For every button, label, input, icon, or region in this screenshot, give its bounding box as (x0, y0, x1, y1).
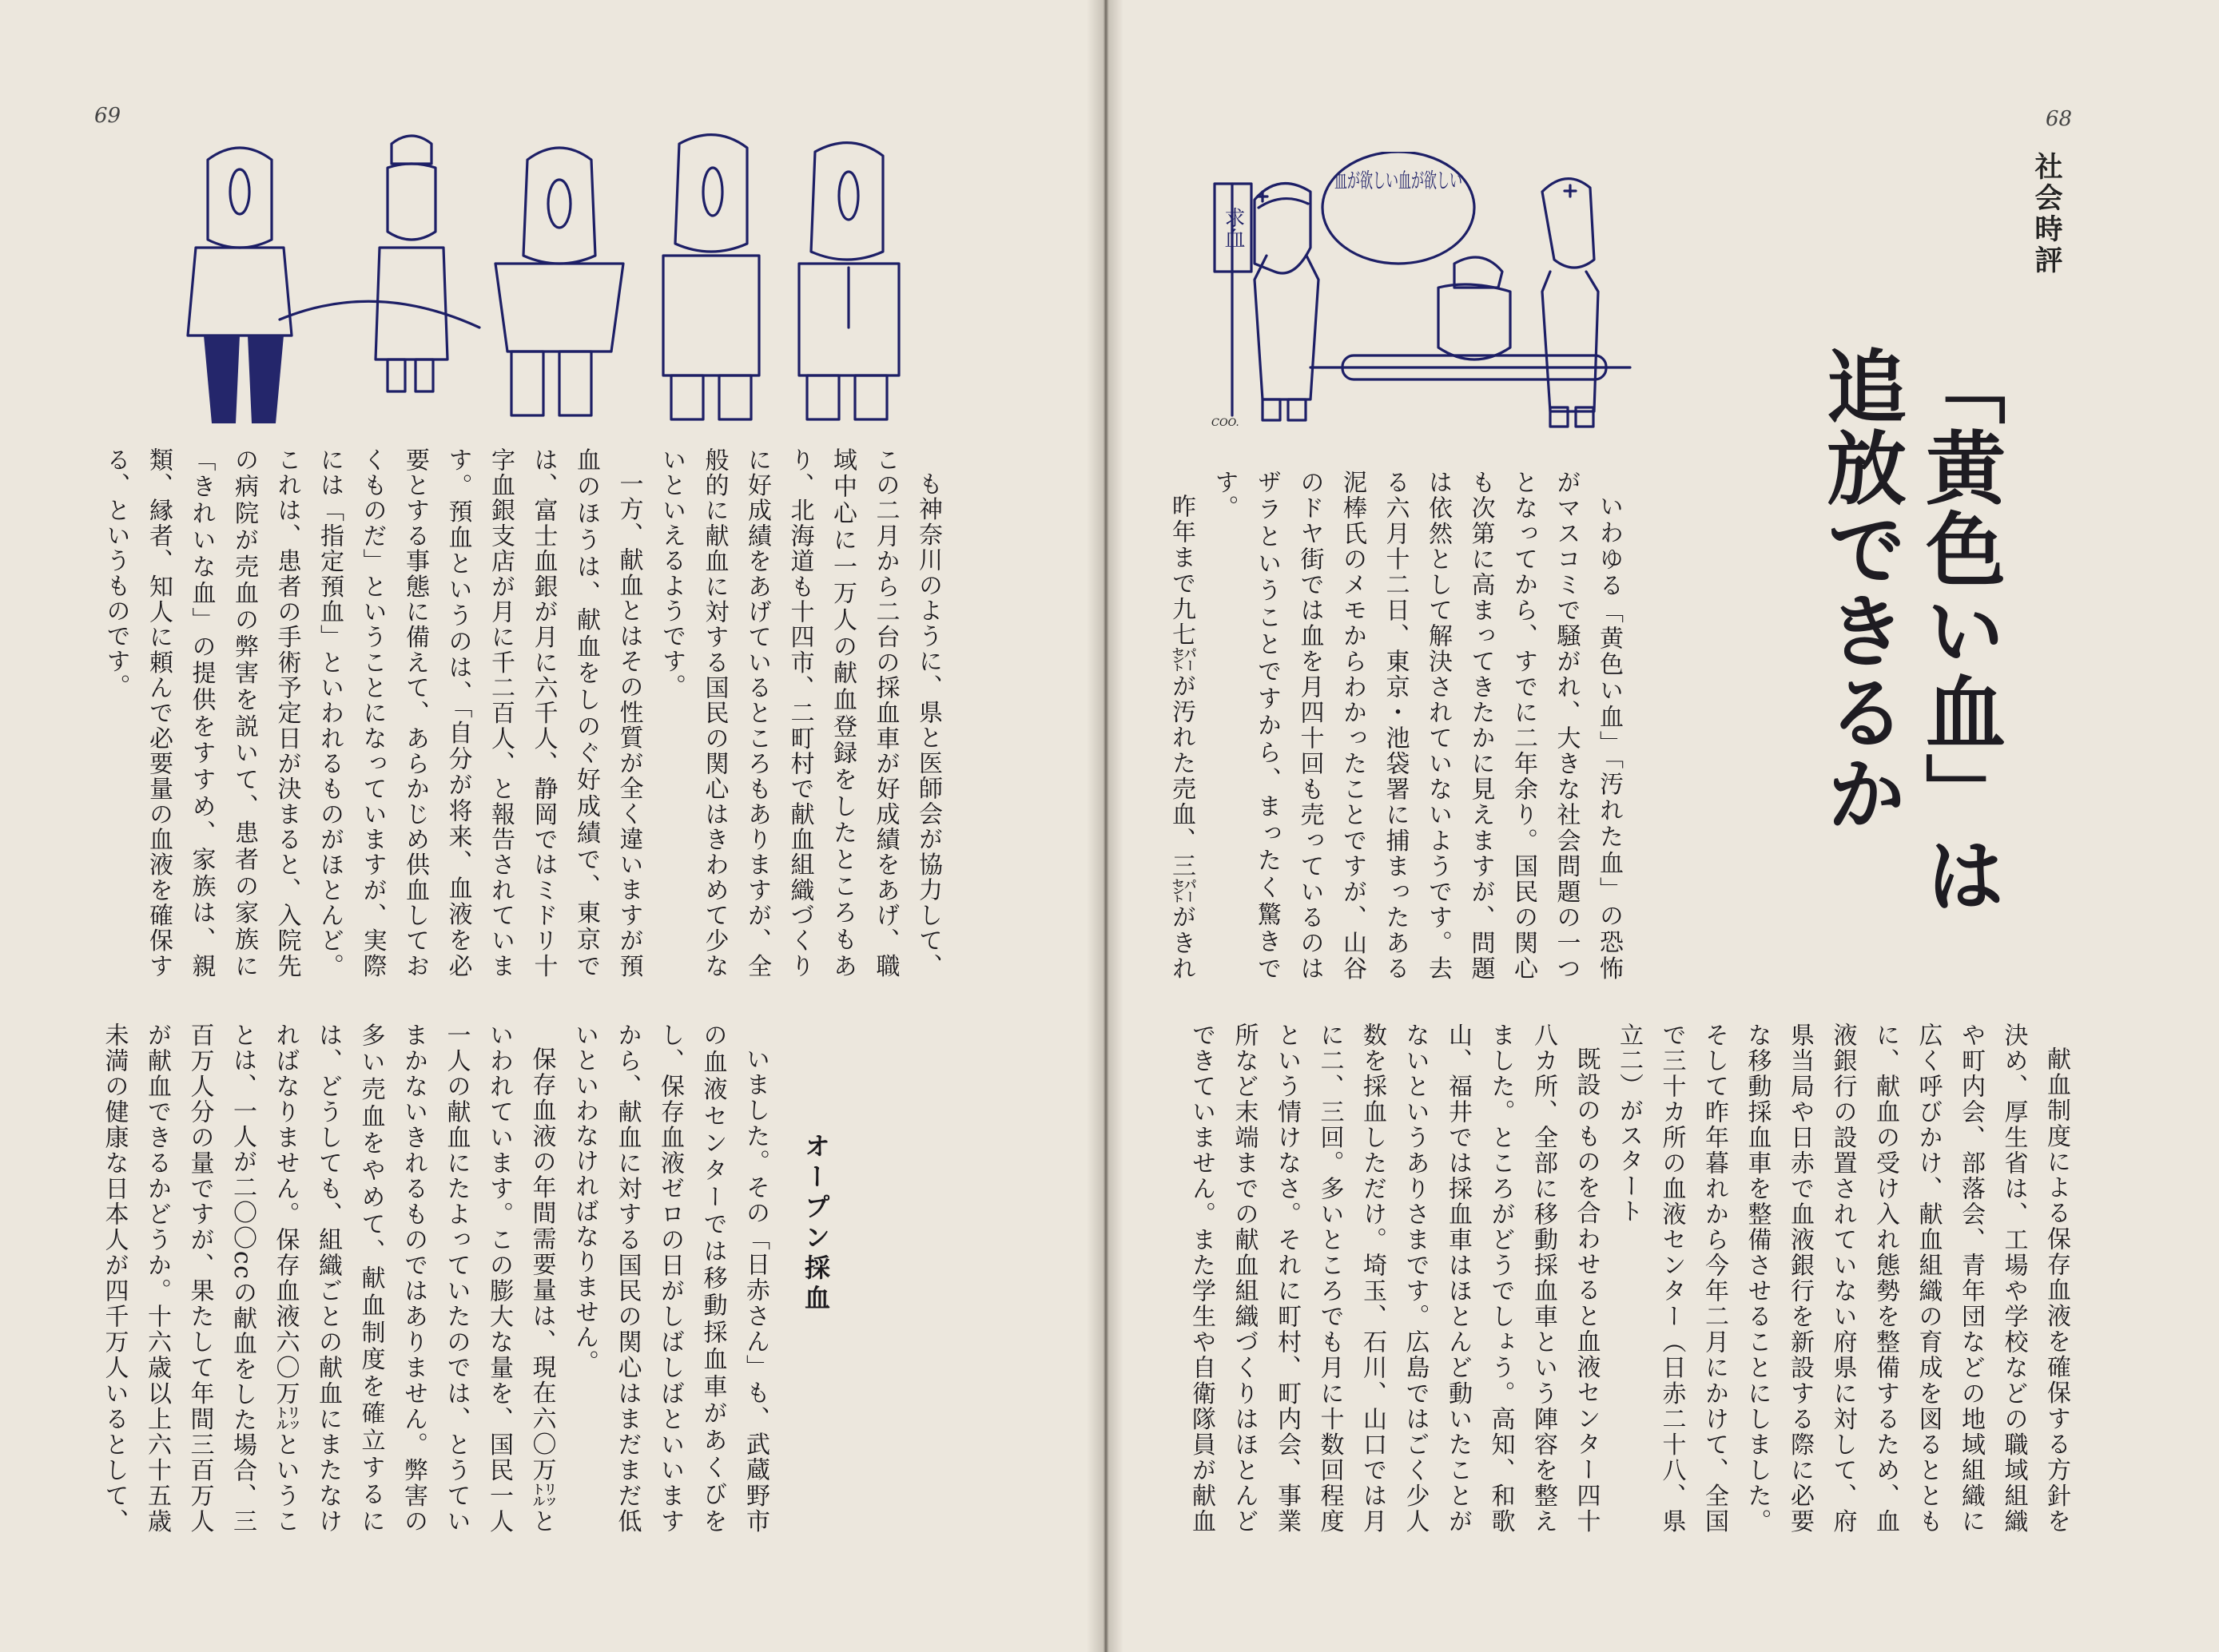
paragraph: も神奈川のように、県と医師会が協力して、この二月から二台の採血車が好成績をあげ、職域中心に一万人の献血登録をしたところもあり、北海道も十四市、二町村で献血組織づくりに好成績をあげているところもありますが、全般的に献血に対する国民の関心はきわめて少ないといえるようです。 (658, 447, 942, 979)
page-number-right: 68 (2046, 107, 2073, 131)
title-line-1: 「黄色い血」は (1912, 345, 2006, 915)
right-bottom-column (1183, 1023, 2078, 1534)
figure-4 (663, 135, 759, 419)
section-label: 社会時評 (2030, 152, 2063, 276)
article-title (1811, 345, 2009, 915)
paragraph: 一方、献血とはその性質が全く違いますが預血のほうは、献血をしのぐ好成績で、東京では、富士血銀が月に六千人、静岡ではミドリ十字血銀支店が月に千二百人、と報告されています。預血というのは、「自分が将来、血液を必要とする事態に備えて、あらかじめ供血しておくものだ」ということになっていますが、実際には「指定預血」といわれるものがほとんど。これは、患者の手術予定日が決まると、入院先の病院が売血の弊害を説いて、患者の家族に「きれいな血」の提供をすすめ、家族は、親類、縁者、知人に頼んで必要量の血液を確保する、というものです。 (101, 447, 643, 979)
artist-signature: COO. (1211, 417, 1239, 429)
sign-text: 求血 (1221, 207, 1245, 248)
book-gutter (1087, 0, 1123, 1652)
paragraph: 献血制度による保存血液を確保する方針を決め、厚生省は、工場や学校などの職域組織や町内会、部落会、青年団などの地域組織に広く呼びかけ、献血組織の育成を図るとともに、献血の受け入れ態勢を整備するため、血液銀行の設置されていない府県に対して、府県当局や日赤で血液銀行を新設する際に必要な移動採血車を整備させることにしました。そして昨年暮れから今年二月にかけて、全国で三十カ所の血液センター（日赤二十八、県立二）がスタート (1615, 1023, 2070, 1534)
paragraph: いわゆる「黄色い血」「汚れた血」の恐怖がマスコミで騒がれ、大きな社会問題の一つとなってから、すでに二年余り。国民の関心も次第に高まってきたかに見えますが、問題は依然として解決されていないようです。去る六月十二日、東京・池袋署に捕まったある泥棒氏のメモからわかったことですが、山谷のドヤ街では血を月四十回も売っているのはザラということですから、まったく驚きです。 (1210, 470, 1623, 981)
figure-2 (376, 136, 447, 391)
title-line-2: 追放できるか (1813, 345, 1907, 834)
paragraph: 既設のものを合わせると血液センター四十八カ所、全部に移動採血車という陣容を整えました。ところがどうでしょう。高知、和歌山、福井では採血車はほとんど動いたことがないというありさまです。広島ではごく少人数を採血しただけ。埼玉、石川、山口では月に二、三回。多いところでも月に十数回程度という情けなさ。それに町村、町内会、事業所など末端までの献血組織づくりはほとんどできていません。また学生や自衛隊員が献血 (1187, 1023, 1601, 1534)
right-top-column (1167, 470, 1630, 981)
left-bottom-column (97, 1023, 777, 1534)
left-top-column (97, 447, 949, 979)
illustration-blood-stretcher (1199, 152, 1646, 447)
speech-bubble-text: 血が欲しい血が欲しい (1334, 169, 1462, 193)
illustration-five-figures (160, 128, 967, 431)
figure-5 (799, 143, 899, 419)
paragraph: 保存血液の年間需要量は、現在六〇万㍑といわれています。この膨大な量を、国民一人一人の献血にたよっていたのでは、とうていまかないきれるものではありません。弊害の多い売血をやめて、献血制度を確立するには、どうしても、組織ごとの献血にまたなければなりません。保存血液六〇万㍑ということは、一人が二〇〇ccの献血をした場合、三百万人分の量ですが、果たして年間三百万人が献血できるかどうか。十六歳以上六十五歳未満の健康な日本人が四千万人いるとして、 (100, 1023, 556, 1534)
paragraph: いました。その「日赤さん」も、武蔵野市の血液センターでは移動採血車があくびをし、保存血液ゼロの日がしばしばといいますから、献血に対する国民の関心はまだまだ低いといわなければなりません。 (571, 1023, 769, 1534)
figure-1 (188, 148, 292, 423)
page-number-left: 69 (94, 104, 121, 128)
subheading: オープン採血 (801, 1133, 831, 1315)
figure-3 (495, 148, 623, 415)
paragraph: 昨年まで九七㌫が汚れた売血、三㌫がきれ (1167, 494, 1195, 981)
